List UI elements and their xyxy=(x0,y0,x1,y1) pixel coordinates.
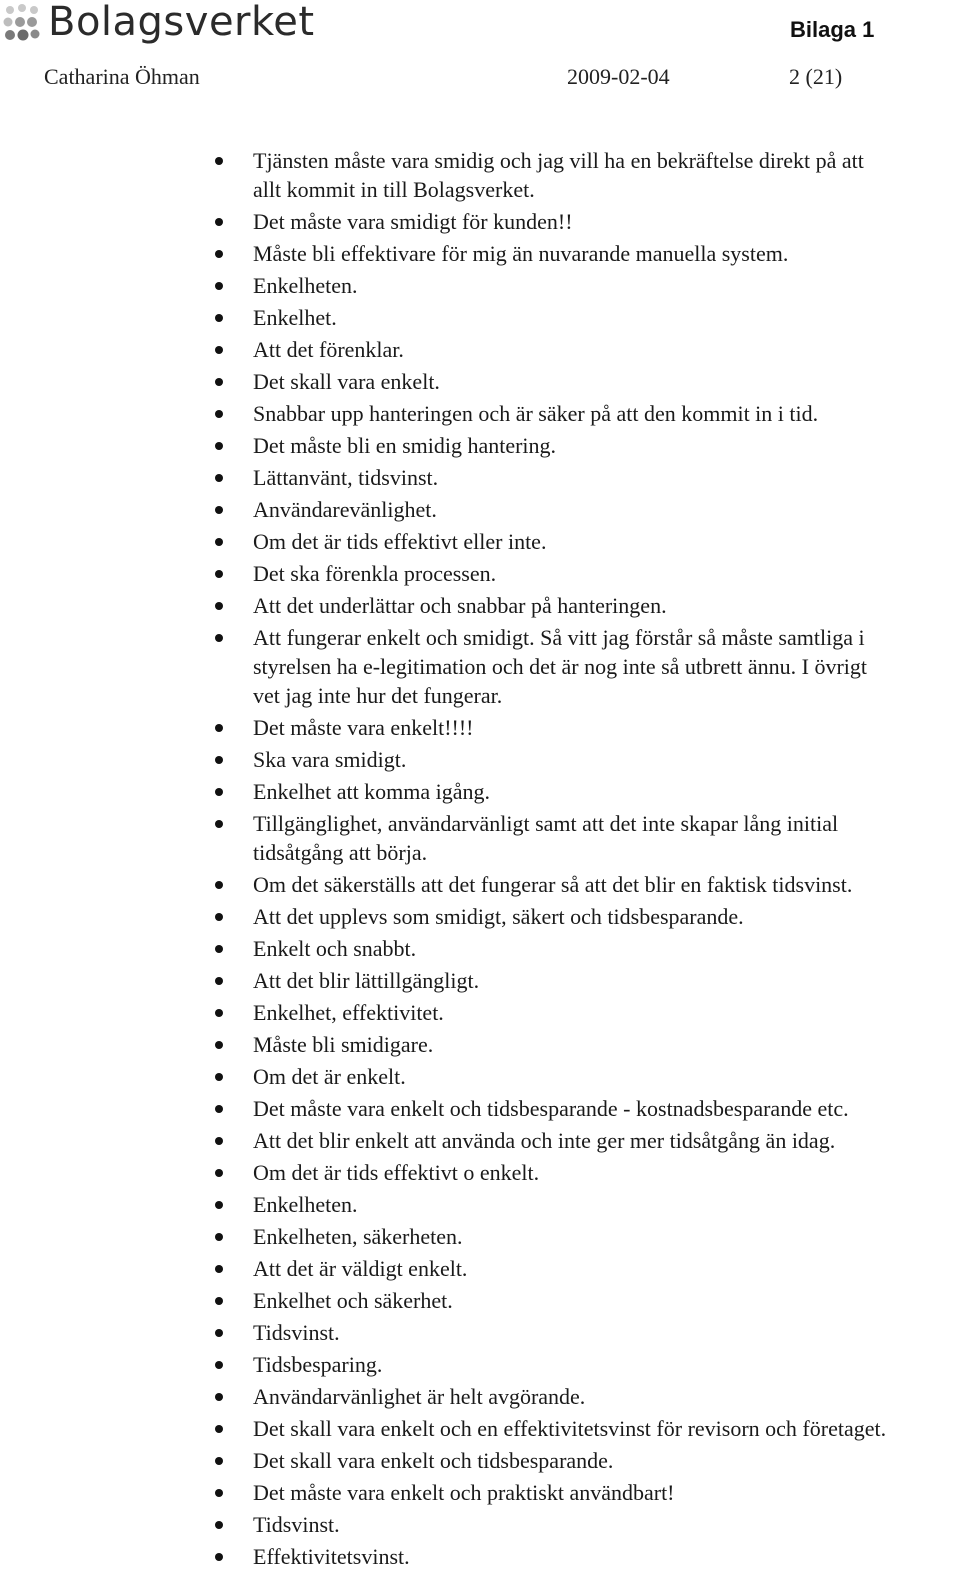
list-item xyxy=(0,431,960,460)
bullet-icon xyxy=(215,570,223,578)
list-item xyxy=(0,713,960,742)
list-item xyxy=(0,559,960,588)
bullet-icon xyxy=(215,977,223,985)
list-item-text: Måste bli effektivare för mig än nuvarande manuella system. xyxy=(253,241,789,266)
bullet-icon xyxy=(215,1137,223,1145)
list-item xyxy=(0,1510,960,1539)
list-item xyxy=(0,1126,960,1155)
list-item xyxy=(0,902,960,931)
list-item xyxy=(0,1158,960,1187)
bullet-icon xyxy=(215,724,223,732)
bullet-icon xyxy=(215,346,223,354)
bullet-icon xyxy=(215,945,223,953)
list-item xyxy=(0,1190,960,1219)
bullet-icon xyxy=(215,282,223,290)
list-item xyxy=(0,1542,960,1571)
bullet-icon xyxy=(215,250,223,258)
list-item xyxy=(0,1446,960,1475)
list-item-text: Det skall vara enkelt. xyxy=(253,369,440,394)
list-item xyxy=(0,463,960,492)
bullet-icon xyxy=(215,378,223,386)
bullet-icon xyxy=(215,1009,223,1017)
bullet-icon xyxy=(215,820,223,828)
list-item xyxy=(0,777,960,806)
list-item-text: Att det blir enkelt att använda och inte ger mer tidsåtgång än idag. xyxy=(253,1128,836,1153)
bullet-icon xyxy=(215,157,223,165)
list-item xyxy=(0,623,960,710)
list-item-text: Att det är väldigt enkelt. xyxy=(253,1256,468,1281)
logo-wordmark: Bolagsverket xyxy=(48,0,315,45)
list-item-text: Det måste vara enkelt och tidsbesparande - kostnadsbesparande etc. xyxy=(253,1096,849,1121)
list-item xyxy=(0,1094,960,1123)
list-item xyxy=(0,527,960,556)
bullet-icon xyxy=(215,218,223,226)
list-item xyxy=(0,809,960,867)
page-number: 2 (21) xyxy=(789,64,843,89)
list-item xyxy=(0,870,960,899)
list-item-text: Enkelhet. xyxy=(253,305,337,330)
list-item-text: Användarvänlighet är helt avgörande. xyxy=(253,1384,586,1409)
list-item-text: Om det säkerställs att det fungerar så att det blir en faktisk tidsvinst. xyxy=(253,872,853,897)
bullet-icon xyxy=(215,1041,223,1049)
list-item-text: Enkelheten, säkerheten. xyxy=(253,1224,463,1249)
bullet-icon xyxy=(215,756,223,764)
list-item-text: Att det blir lättillgängligt. xyxy=(253,968,480,993)
bullet-icon xyxy=(215,788,223,796)
list-item xyxy=(0,1414,960,1443)
bullet-icon xyxy=(215,1553,223,1561)
list-item-text: Att det underlättar och snabbar på hanteringen. xyxy=(253,593,667,618)
logo-dots-icon xyxy=(2,2,42,48)
list-item-text: Tidsvinst. xyxy=(253,1320,340,1345)
list-item-text: Ska vara smidigt. xyxy=(253,747,407,772)
list-item-text: Effektivitetsvinst. xyxy=(253,1544,410,1569)
bullet-icon xyxy=(215,314,223,322)
bullet-icon xyxy=(215,1425,223,1433)
list-item-text: Måste bli smidigare. xyxy=(253,1032,434,1057)
list-item xyxy=(0,1350,960,1379)
bullet-icon xyxy=(215,410,223,418)
list-item-text: Det måste vara enkelt!!!! xyxy=(253,715,474,740)
list-item-text: Snabbar upp hanteringen och är säker på att den kommit in i tid. xyxy=(253,401,819,426)
list-item xyxy=(0,1286,960,1315)
bullet-icon xyxy=(215,1521,223,1529)
list-item xyxy=(0,1478,960,1507)
bullet-icon xyxy=(215,506,223,514)
list-item xyxy=(0,1382,960,1411)
list-item xyxy=(0,335,960,364)
list-item-text: Det måste vara enkelt och praktiskt användbart! xyxy=(253,1480,675,1505)
bullet-icon xyxy=(215,1489,223,1497)
document-date: 2009-02-04 xyxy=(567,64,670,89)
list-item-text: Enkelt och snabbt. xyxy=(253,936,417,961)
list-item-text: Enkelhet att komma igång. xyxy=(253,779,491,804)
list-item-text: Enkelheten. xyxy=(253,273,358,298)
bullet-icon xyxy=(215,1457,223,1465)
list-item xyxy=(0,495,960,524)
list-item-text: Enkelhet, effektivitet. xyxy=(253,1000,444,1025)
list-item xyxy=(0,207,960,236)
bullet-icon xyxy=(215,602,223,610)
bullet-icon xyxy=(215,1201,223,1209)
list-item-text: Det ska förenkla processen. xyxy=(253,561,497,586)
list-item-text: Att det upplevs som smidigt, säkert och tidsbesparande. xyxy=(253,904,744,929)
list-item xyxy=(0,271,960,300)
list-item-text: Om det är tids effektivt o enkelt. xyxy=(253,1160,540,1185)
list-item-text: Om det är enkelt. xyxy=(253,1064,406,1089)
list-item xyxy=(0,1062,960,1091)
list-item xyxy=(0,591,960,620)
bullet-icon xyxy=(215,1329,223,1337)
response-list xyxy=(0,146,960,1574)
list-item-text: Om det är tids effektivt eller inte. xyxy=(253,529,547,554)
list-item xyxy=(0,934,960,963)
list-item-text: Det skall vara enkelt och en effektivitetsvinst för revisorn och företaget. xyxy=(253,1416,887,1441)
list-item xyxy=(0,966,960,995)
bullet-icon xyxy=(215,474,223,482)
attachment-label: Bilaga 1 xyxy=(790,17,875,42)
bullet-icon xyxy=(215,1393,223,1401)
list-item-text: Det måste bli en smidig hantering. xyxy=(253,433,557,458)
list-item xyxy=(0,367,960,396)
bullet-icon xyxy=(215,1265,223,1273)
list-item-text: Lättanvänt, tidsvinst. xyxy=(253,465,439,490)
bullet-icon xyxy=(215,1361,223,1369)
list-item xyxy=(0,745,960,774)
list-item xyxy=(0,998,960,1027)
list-item-text: Tillgänglighet, användarvänligt samt att det inte skapar lång initial tidsåtgång att börja. xyxy=(253,811,839,865)
list-item-text: Det skall vara enkelt och tidsbesparande. xyxy=(253,1448,614,1473)
list-item-text: Tjänsten måste vara smidig och jag vill ha en bekräftelse direkt på att allt kommit in till Bolagsverket. xyxy=(253,148,864,202)
list-item xyxy=(0,1030,960,1059)
bullet-icon xyxy=(215,913,223,921)
list-item-text: Enkelhet och säkerhet. xyxy=(253,1288,453,1313)
bolagsverket-logo xyxy=(2,0,315,50)
list-item xyxy=(0,1254,960,1283)
bullet-icon xyxy=(215,1169,223,1177)
bullet-icon xyxy=(215,442,223,450)
list-item-text: Användarevänlighet. xyxy=(253,497,437,522)
list-item xyxy=(0,303,960,332)
list-item-text: Att fungerar enkelt och smidigt. Så vitt jag förstår så måste samtliga i styrelsen ha e-legitimation och det är nog inte så utbrett ännu. I övrigt vet jag inte hur det fungerar. xyxy=(253,625,867,708)
bullet-icon xyxy=(215,1073,223,1081)
list-item-text: Att det förenklar. xyxy=(253,337,404,362)
list-item xyxy=(0,1318,960,1347)
bullet-icon xyxy=(215,1297,223,1305)
list-item-text: Tidsbesparing. xyxy=(253,1352,383,1377)
list-item xyxy=(0,146,960,204)
list-item-text: Det måste vara smidigt för kunden!! xyxy=(253,209,573,234)
list-item-text: Tidsvinst. xyxy=(253,1512,340,1537)
bullet-icon xyxy=(215,1233,223,1241)
list-item xyxy=(0,239,960,268)
list-item xyxy=(0,399,960,428)
bullet-icon xyxy=(215,634,223,642)
list-item-text: Enkelheten. xyxy=(253,1192,358,1217)
bullet-icon xyxy=(215,881,223,889)
author-name: Catharina Öhman xyxy=(44,64,200,89)
bullet-icon xyxy=(215,1105,223,1113)
bullet-icon xyxy=(215,538,223,546)
list-item xyxy=(0,1222,960,1251)
